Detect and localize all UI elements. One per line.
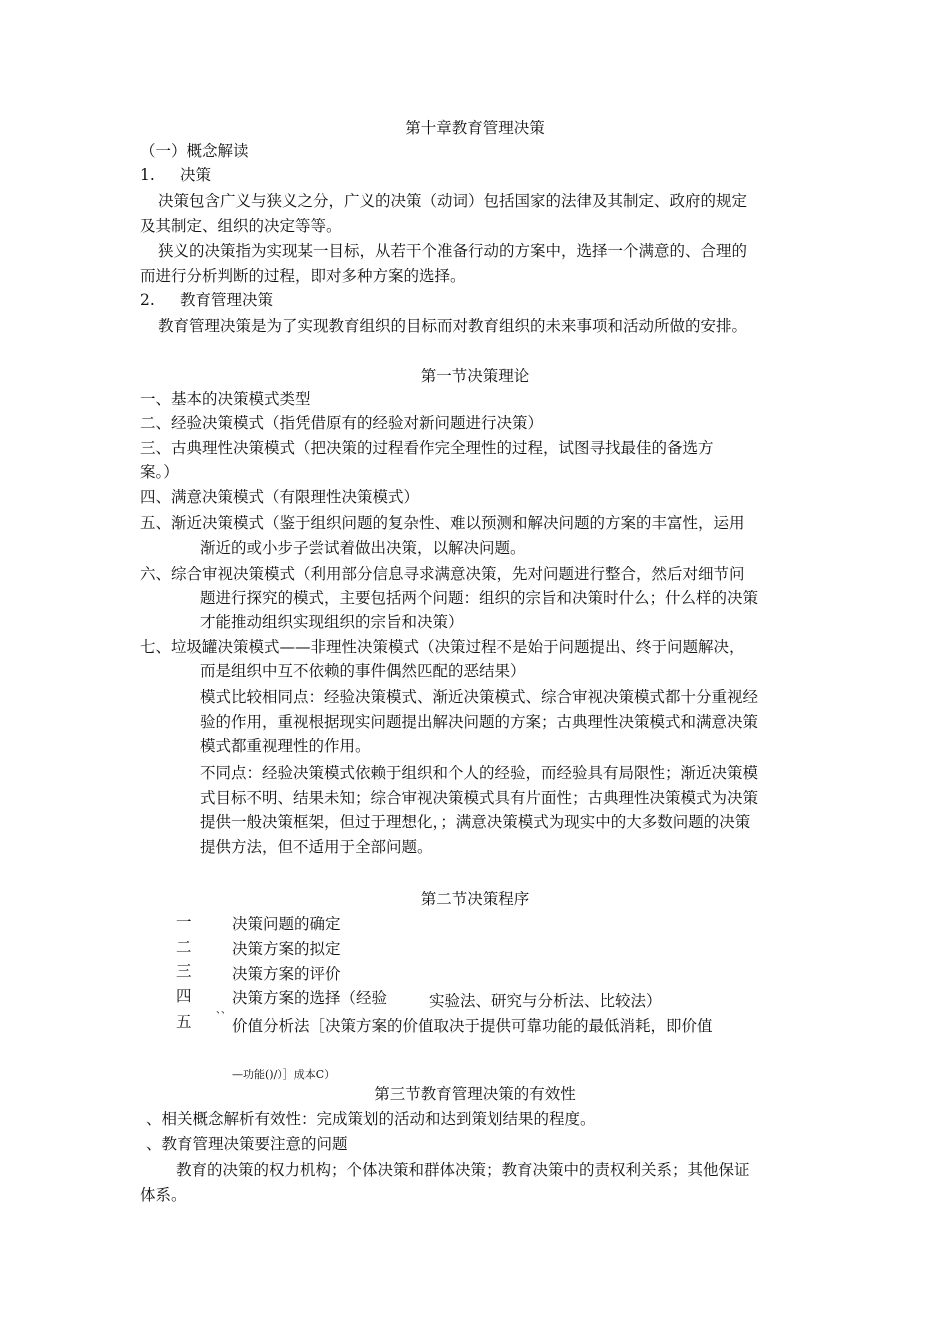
comparison-line: 不同点：经验决策模式依赖于组织和个人的经验，而经验具有局限性；渐近决策模 xyxy=(200,764,759,782)
comparison-line: 提供方法，但不适用于全部问题。 xyxy=(200,838,433,856)
list-item-cont: 渐近的或小步子尝试着做出决策，以解决问题。 xyxy=(200,539,526,557)
list-item: 四、满意决策模式（有限理性决策模式） xyxy=(140,488,420,506)
step-number: 四 xyxy=(176,987,192,1005)
comparison-line: 提供一般决策框架，但过于理想化，；满意决策模式为现实中的大多数问题的决策 xyxy=(200,813,751,831)
step-mark: 、、 xyxy=(216,1005,231,1016)
step-text: 决策问题的确定 xyxy=(232,915,341,933)
comparison-line: 模式都重视理性的作用。 xyxy=(200,737,371,755)
list-item: 五、渐近决策模式（鉴于组织问题的复杂性、难以预测和解决问题的方案的丰富性，运用 xyxy=(140,514,745,532)
paragraph-line: 教育的决策的权力机构；个体决策和群体决策；教育决策中的责权利关系；其他保证 xyxy=(176,1161,750,1179)
list-item: 、相关概念解析有效性：完成策划的活动和达到策划结果的程度。 xyxy=(146,1110,596,1128)
step-number: 二 xyxy=(176,938,192,956)
list-item-cont: 案。） xyxy=(140,463,179,481)
list-item: 六、综合审视决策模式（利用部分信息寻求满意决策，先对问题进行整合，然后对细节问 xyxy=(140,565,745,583)
comparison-line: 模式比较相同点：经验决策模式、渐近决策模式、综合审视决策模式都十分重视经 xyxy=(200,688,759,706)
item2-title: 教育管理决策 xyxy=(180,291,274,309)
item2-number: 2. xyxy=(140,291,155,309)
comparison-line: 式目标不明、结果未知；综合审视决策模式具有片面性；古典理性决策模式为决策 xyxy=(200,789,759,807)
paragraph-line: 教育管理决策是为了实现教育组织的目标而对教育组织的未来事项和活动所做的安排。 xyxy=(158,317,748,335)
list-item: 一、基本的决策模式类型 xyxy=(140,390,311,408)
paragraph-line: 而进行分析判断的过程，即对多种方案的选择。 xyxy=(140,267,466,285)
list-item-cont: 题进行探究的模式，主要包括两个问题：组织的宗旨和决策时什么；什么样的决策 xyxy=(200,589,759,607)
list-item-cont: 而是组织中互不依赖的事件偶然匹配的恶结果） xyxy=(200,662,526,680)
step-number: 一 xyxy=(176,913,192,931)
step-number: 三 xyxy=(176,962,192,980)
item1-title: 决策 xyxy=(180,166,212,184)
step-text: 决策方案的评价 xyxy=(232,965,341,983)
step-text: 价值分析法［决策方案的价值取决于提供可靠功能的最低消耗，即价值 xyxy=(232,1017,713,1035)
list-item-cont: 才能推动组织实现组织的宗旨和决策） xyxy=(200,613,464,631)
list-item: 七、垃圾罐决策模式——非理性决策模式（决策过程不是始于问题提出、终于问题解决， xyxy=(140,638,745,656)
chapter-title: 第十章教育管理决策 xyxy=(405,119,545,137)
paragraph-line: 体系。 xyxy=(140,1186,187,1204)
section1-title: 第一节决策理论 xyxy=(420,367,530,385)
concepts-heading: （一）概念解读 xyxy=(140,142,249,160)
value-formula: —功能()/）］成本C） xyxy=(232,1068,336,1081)
list-item: 、教育管理决策要注意的问题 xyxy=(146,1135,348,1153)
paragraph-line: 决策包含广义与狭义之分，广义的决策（动词）包括国家的法律及其制定、政府的规定 xyxy=(158,192,748,210)
section2-title: 第二节决策程序 xyxy=(420,890,530,908)
paragraph-line: 狭义的决策指为实现某一目标，从若干个准备行动的方案中，选择一个满意的、合理的 xyxy=(158,242,748,260)
step-text-cont: 实验法、研究与分析法、比较法） xyxy=(429,992,662,1010)
step-number: 五 xyxy=(176,1013,192,1031)
paragraph-line: 及其制定、组织的决定等等。 xyxy=(140,217,342,235)
step-text: 决策方案的选择（经验 xyxy=(232,989,388,1007)
list-item: 三、古典理性决策模式（把决策的过程看作完全理性的过程，试图寻找最佳的备选方 xyxy=(140,439,714,457)
list-item: 二、经验决策模式（指凭借原有的经验对新问题进行决策） xyxy=(140,414,544,432)
step-text: 决策方案的拟定 xyxy=(232,940,341,958)
section3-title: 第三节教育管理决策的有效性 xyxy=(374,1085,576,1103)
comparison-line: 验的作用，重视根据现实问题提出解决问题的方案；古典理性决策模式和满意决策 xyxy=(200,713,759,731)
item1-number: 1. xyxy=(140,166,155,184)
